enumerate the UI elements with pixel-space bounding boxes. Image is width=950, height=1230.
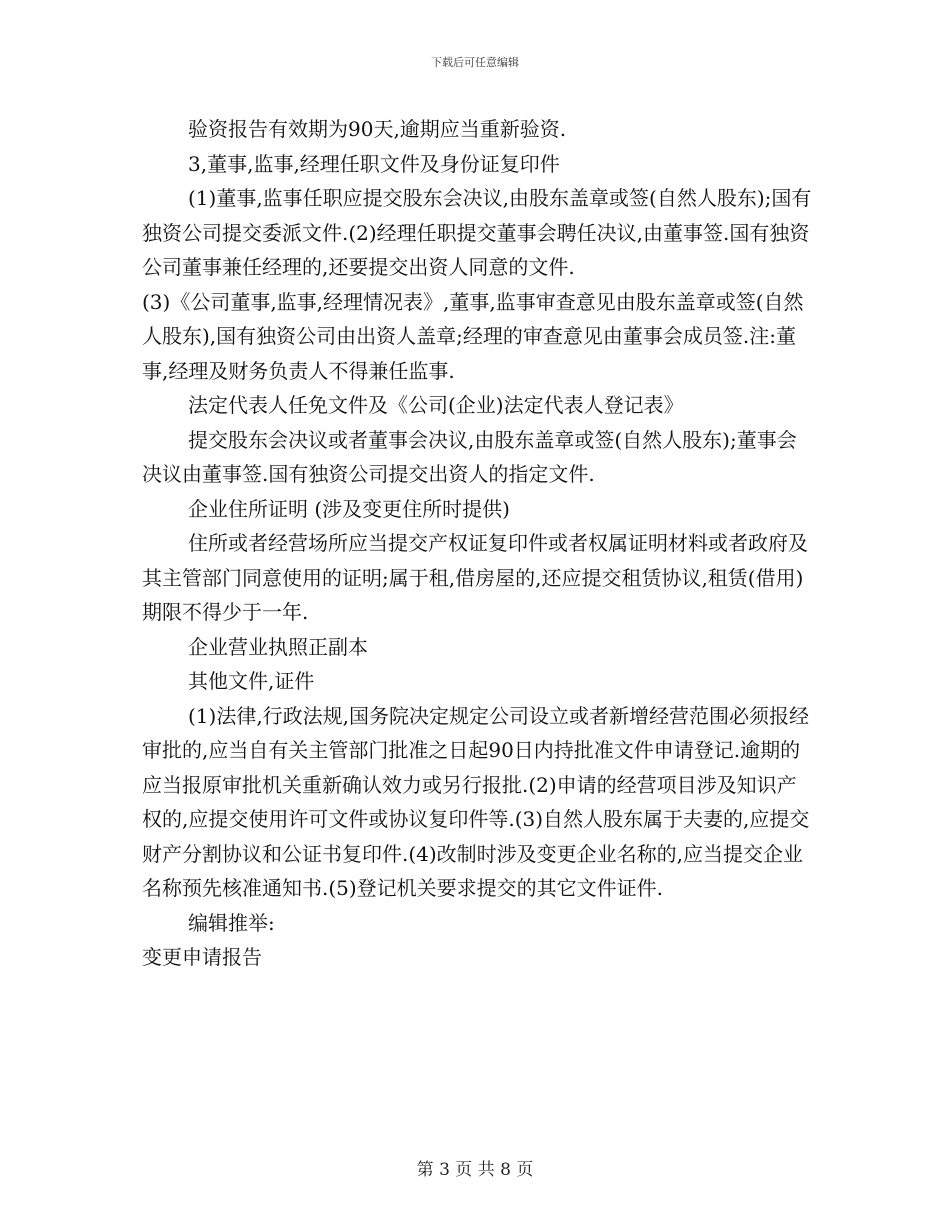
document-body	[142, 112, 814, 975]
paragraph-legal-representative: 提交股东会决议或者董事会决议,由股东盖章或签(自然人股东);董事会决议由董事签.国有独资公司提交出资人的指定文件.	[142, 427, 797, 486]
paragraph-capital-verification: 验资报告有效期为90天,逾期应当重新验资.	[188, 117, 567, 141]
heading-legal-representative: 法定代表人任免文件及《公司(企业)法定代表人登记表》	[188, 393, 684, 417]
paragraph-officer-appointment: (1)董事,监事任职应提交股东会决议,由股东盖章或签(自然人股东);国有独资公司提交委派文件.(2)经理任职提交董事会聘任决议,由董事签.国有独资公司董事兼任经理的,还要提交出资人同意的文件.	[142, 186, 812, 279]
paragraph-other-documents: (1)法律,行政法规,国务院决定规定公司设立或者新增经营范围必须报经审批的,应当自有关主管部门批准之日起90日内持批准文件申请登记.逾期的应当报原审批机关重新确认效力或另行报批.(2)申请的经营项目涉及知识产权的,应提交使用许可文件或协议复印件等.(3)自然人股东属于夫妻的,应提交财产分割协议和公证书复印件.(4)改制时涉及变更企业名称的,应当提交企业名称预先核准通知书.(5)登记机关要求提交的其它文件证件.	[142, 703, 810, 900]
recommend-label: 编辑推举:	[188, 910, 275, 935]
recommend-link[interactable]: 变更申请报告	[142, 945, 262, 969]
paragraph-officer-table: (3)《公司董事,监事,经理情况表》,董事,监事审查意见由股东盖章或签(自然人股东),国有独资公司由出资人盖章;经理的审查意见由董事会成员签.注:董事,经理及财务负责人不得兼任监事.	[142, 289, 804, 383]
page-number: 第 3 页 共 8 页	[416, 1160, 534, 1180]
heading-other-documents: 其他文件,证件	[188, 669, 315, 693]
heading-domicile-proof: 企业住所证明 (涉及变更住所时提供)	[188, 496, 510, 521]
heading-business-license: 企业营业执照正副本	[188, 634, 368, 659]
paragraph-domicile-proof: 住所或者经营场所应当提交产权证复印件或者权属证明材料或者政府及其主管部门同意使用的证明;属于租,借房屋的,还应提交租赁协议,租赁(借用)期限不得少于一年.	[142, 531, 808, 624]
page-header: 下载后可任意编辑	[431, 56, 519, 69]
heading-officer-documents: 3,董事,监事,经理任职文件及身份证复印件	[188, 151, 560, 176]
